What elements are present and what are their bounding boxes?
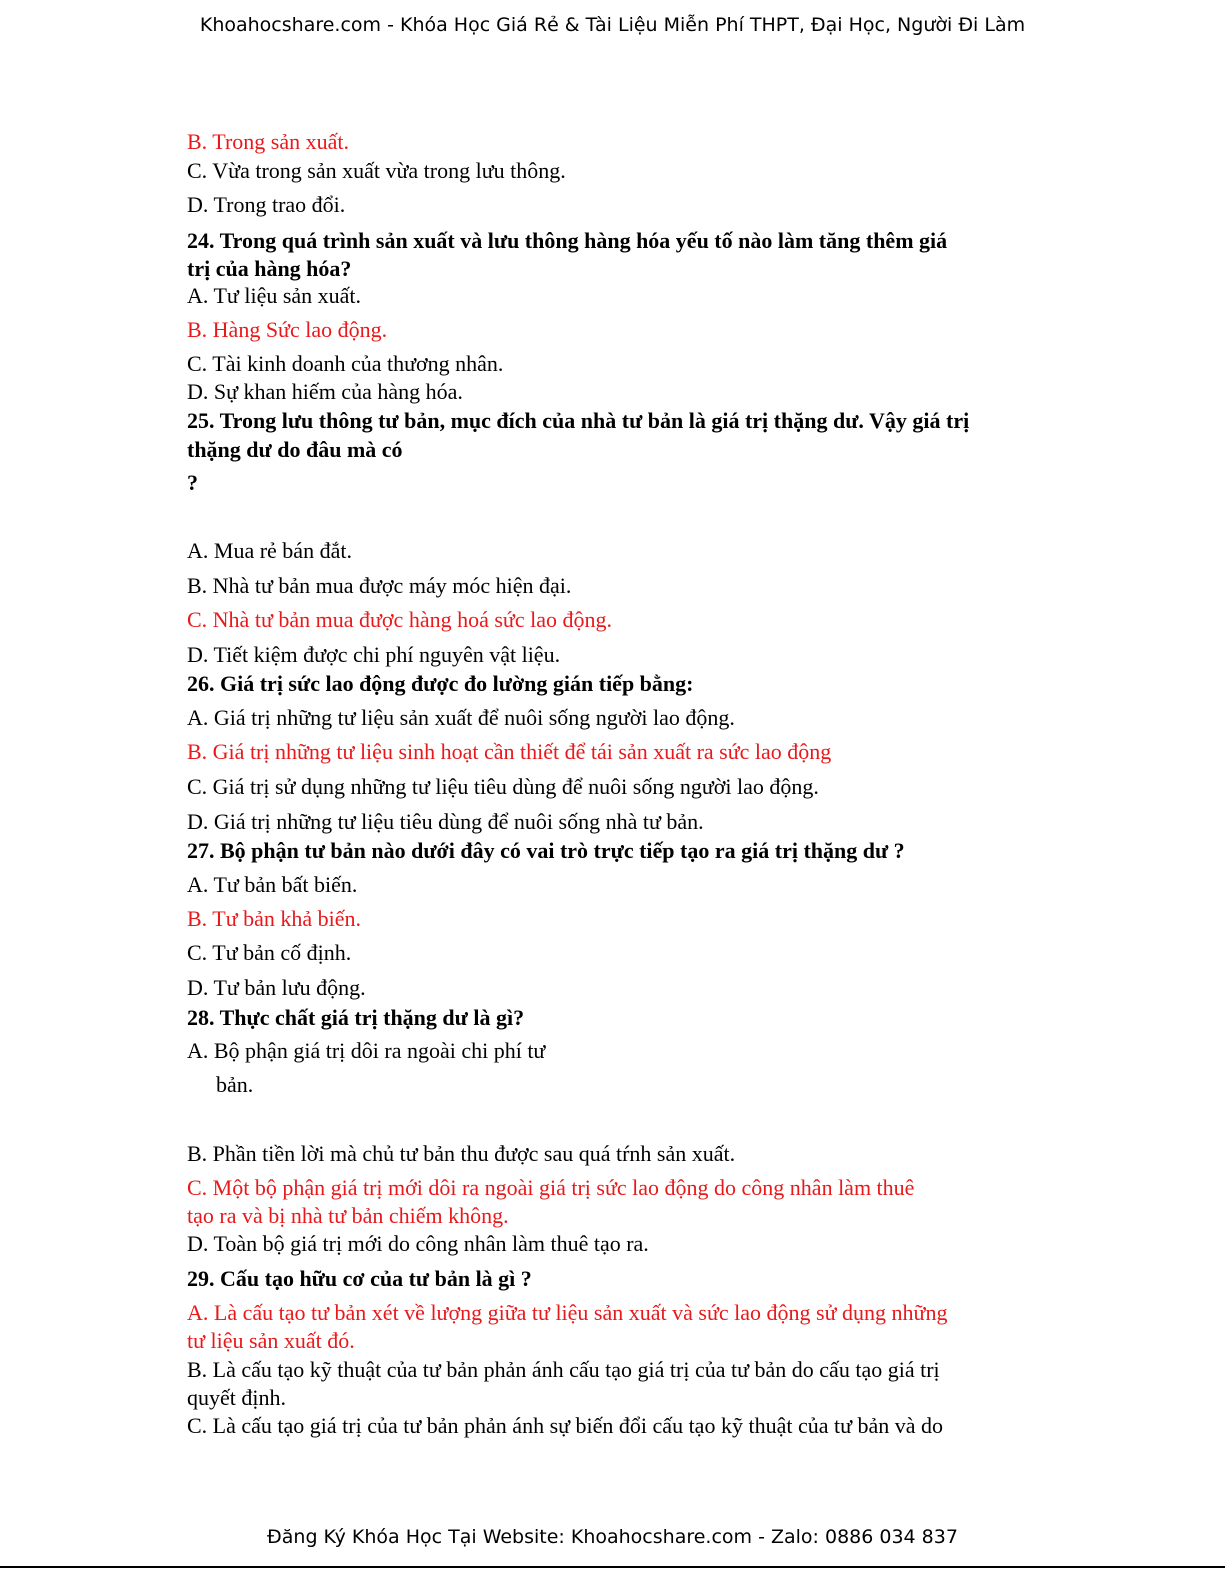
option-28-b: B. Phần tiền lời mà chủ tư bản thu được sau quá tŕnh sản xuất. [187, 1141, 736, 1166]
option-28-d: D. Toàn bộ giá trị mới do công nhân làm thuê tạo ra. [187, 1231, 649, 1256]
option-27-b: B. Tư bản khả biến. [187, 906, 362, 931]
option-25-b: B. Nhà tư bản mua được máy móc hiện đại. [187, 573, 572, 598]
option-29-a-cont: tư liệu sản xuất đó. [187, 1328, 355, 1353]
question-25-cont: thặng dư do đâu mà có [187, 437, 403, 462]
page-footer: Đăng Ký Khóa Học Tại Website: Khoahocshare.com - Zalo: 0886 034 837 [267, 1526, 958, 1548]
option-24-a: A. Tư liệu sản xuất. [187, 283, 362, 308]
option-23-b: B. Trong sản xuất. [187, 129, 349, 154]
option-25-c: C. Nhà tư bản mua được hàng hoá sức lao động. [187, 607, 612, 632]
question-25-mark: ? [187, 470, 198, 495]
option-26-b: B. Giá trị những tư liệu sinh hoạt cần thiết để tái sản xuất ra sức lao động [187, 739, 832, 764]
bottom-divider [0, 1566, 1225, 1568]
question-24: 24. Trong quá trình sản xuất và lưu thông hàng hóa yếu tố nào làm tăng thêm giá [187, 228, 948, 253]
option-26-d: D. Giá trị những tư liệu tiêu dùng để nuôi sống nhà tư bản. [187, 809, 704, 834]
option-23-c: C. Vừa trong sản xuất vừa trong lưu thông. [187, 158, 566, 183]
option-24-c: C. Tài kinh doanh của thương nhân. [187, 351, 504, 376]
option-29-b: B. Là cấu tạo kỹ thuật của tư bản phản ánh cấu tạo giá trị của tư bản do cấu tạo giá trị [187, 1357, 940, 1382]
question-26: 26. Giá trị sức lao động được đo lường gián tiếp bằng: [187, 671, 694, 696]
option-26-a: A. Giá trị những tư liệu sản xuất để nuôi sống người lao động. [187, 705, 735, 730]
option-28-a-cont: bản. [216, 1072, 254, 1097]
option-28-a: A. Bộ phận giá trị dôi ra ngoài chi phí tư [187, 1038, 546, 1063]
question-24-cont: trị của hàng hóa? [187, 256, 352, 281]
question-25: 25. Trong lưu thông tư bản, mục đích của nhà tư bản là giá trị thặng dư. Vậy giá trị [187, 408, 970, 433]
option-27-c: C. Tư bản cố định. [187, 940, 352, 965]
option-29-b-cont: quyết định. [187, 1385, 286, 1410]
question-28: 28. Thực chất giá trị thặng dư là gì? [187, 1005, 525, 1030]
question-29: 29. Cấu tạo hữu cơ của tư bản là gì ? [187, 1266, 532, 1291]
option-27-a: A. Tư bản bất biến. [187, 872, 358, 897]
option-28-c-cont: tạo ra và bị nhà tư bản chiếm không. [187, 1203, 509, 1228]
question-27: 27. Bộ phận tư bản nào dưới đây có vai trò trực tiếp tạo ra giá trị thặng dư ? [187, 838, 905, 863]
option-26-c: C. Giá trị sử dụng những tư liệu tiêu dùng để nuôi sống người lao động. [187, 774, 819, 799]
option-23-d: D. Trong trao đổi. [187, 192, 346, 217]
option-24-b: B. Hàng Sức lao động. [187, 317, 388, 342]
option-29-a: A. Là cấu tạo tư bản xét về lượng giữa tư liệu sản xuất và sức lao động sử dụng những [187, 1300, 948, 1325]
option-25-d: D. Tiết kiệm được chi phí nguyên vật liệu. [187, 642, 561, 667]
option-27-d: D. Tư bản lưu động. [187, 975, 366, 1000]
option-28-c: C. Một bộ phận giá trị mới dôi ra ngoài giá trị sức lao động do công nhân làm thuê [187, 1175, 915, 1200]
page-header: Khoahocshare.com - Khóa Học Giá Rẻ & Tài Liệu Miễn Phí THPT, Đại Học, Người Đi Làm [199, 14, 1026, 36]
option-25-a: A. Mua rẻ bán đắt. [187, 538, 352, 563]
option-29-c: C. Là cấu tạo giá trị của tư bản phản ánh sự biến đổi cấu tạo kỹ thuật của tư bản và do [187, 1413, 944, 1438]
option-24-d: D. Sự khan hiếm của hàng hóa. [187, 379, 463, 404]
